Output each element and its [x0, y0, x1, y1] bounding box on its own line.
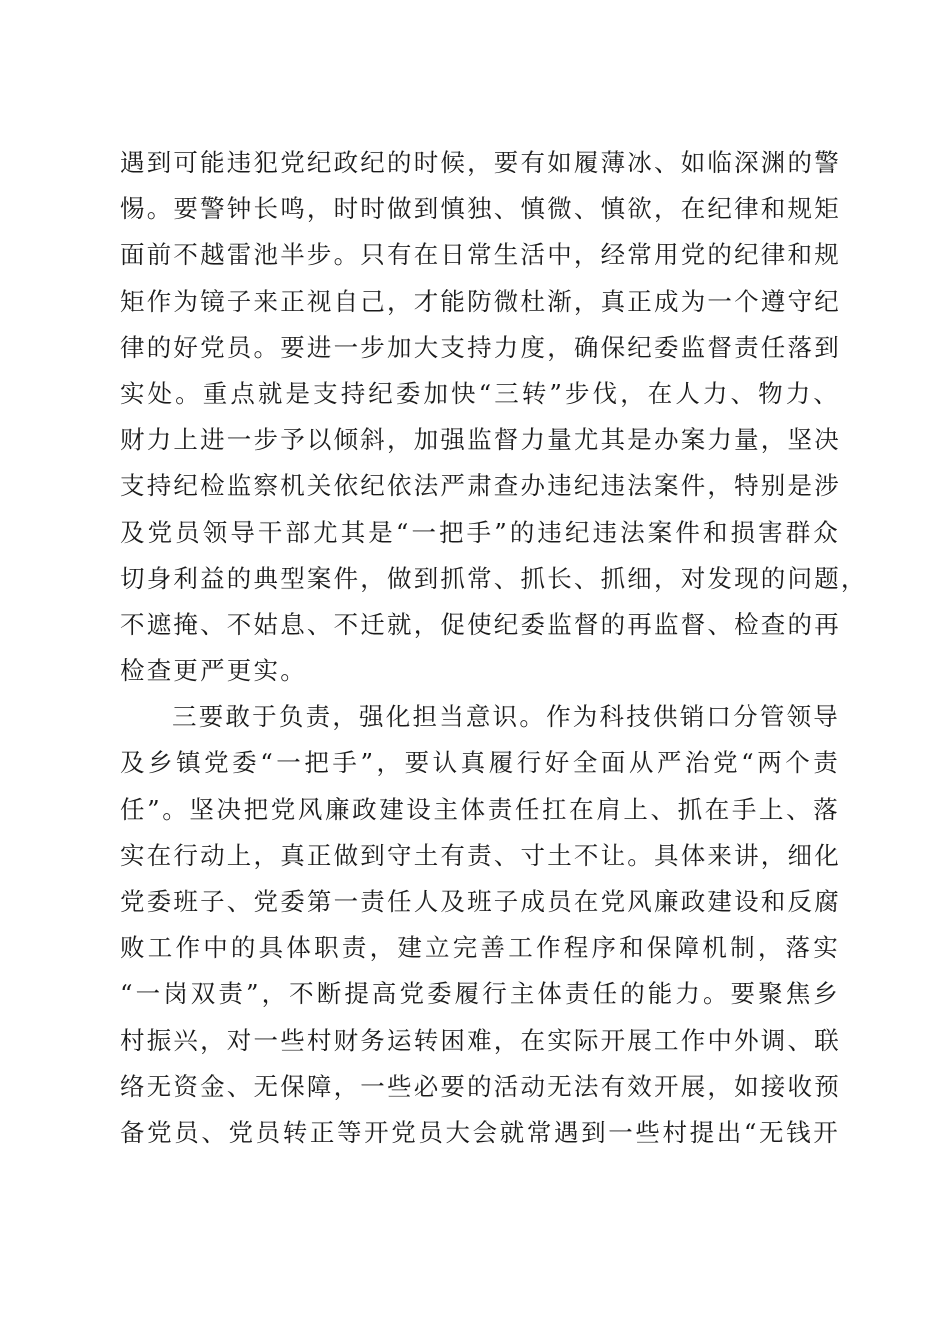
text-line: 矩作为镜子来正视自己，才能防微杜渐，真正成为一个遵守纪: [120, 286, 841, 316]
text-line: 任”。坚决把党风廉政建设主体责任扛在肩上、抓在手上、落: [120, 794, 840, 824]
text-line: 实处。重点就是支持纪委加快“三转”步伐，在人力、物力、: [120, 378, 840, 408]
text-line: 络无资金、无保障，一些必要的活动无法有效开展，如接收预: [120, 1071, 841, 1101]
text-line: 律的好党员。要进一步加大支持力度，确保纪委监督责任落到: [120, 332, 841, 362]
text-line: “一岗双责”，不断提高党委履行主体责任的能力。要聚焦乡: [120, 979, 840, 1009]
text-line: 村振兴，对一些村财务运转困难，在实际开展工作中外调、联: [120, 1025, 841, 1055]
text-line: 备党员、党员转正等开党员大会就常遇到一些村提出“无钱开: [120, 1117, 840, 1147]
text-line: 面前不越雷池半步。只有在日常生活中，经常用党的纪律和规: [120, 240, 841, 270]
text-line: 遇到可能违犯党纪政纪的时候，要有如履薄冰、如临深渊的警: [120, 148, 841, 177]
text-line: 及乡镇党委“一把手”，要认真履行好全面从严治党“两个责: [120, 748, 840, 778]
text-line: 三要敢于负责，强化担当意识。作为科技供销口分管领导: [172, 702, 840, 732]
text-line: 切身利益的典型案件，做到抓常、抓长、抓细，对发现的问题，: [120, 563, 868, 593]
body-text: [120, 140, 868, 1156]
text-line: 败工作中的具体职责，建立完善工作程序和保障机制，落实: [120, 933, 840, 963]
paragraph-1: [120, 140, 868, 694]
text-line: 实在行动上，真正做到守土有责、寸土不让。具体来讲，细化: [120, 840, 841, 870]
text-line: 及党员领导干部尤其是“一把手”的违纪违法案件和损害群众: [120, 517, 840, 547]
text-line: 党委班子、党委第一责任人及班子成员在党风廉政建设和反腐: [120, 887, 841, 916]
text-line: 支持纪检监察机关依纪依法严肃查办违纪违法案件，特别是涉: [120, 471, 841, 501]
text-line: 检查更严更实。: [120, 656, 307, 686]
text-line: 不遮掩、不姑息、不迁就，促使纪委监督的再监督、检查的再: [120, 609, 841, 639]
text-line: 财力上进一步予以倾斜，加强监督力量尤其是办案力量，坚决: [120, 425, 841, 455]
paragraph-2: [120, 694, 840, 1156]
text-line: 惕。要警钟长鸣，时时做到慎独、慎微、慎欲，在纪律和规矩: [120, 194, 841, 224]
